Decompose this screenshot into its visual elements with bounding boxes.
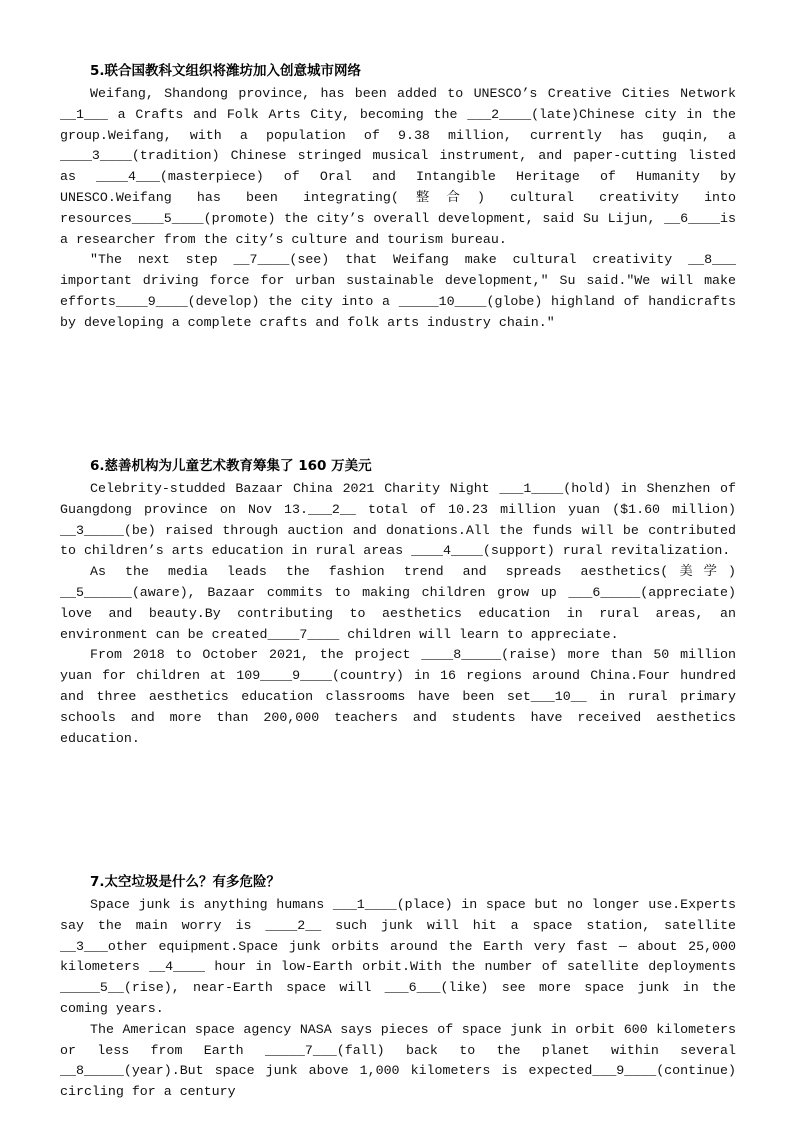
passage-7-title: 7.太空垃圾是什么？有多危险？	[90, 874, 281, 890]
passage-5-paragraph-1: Weifang, Shandong province, has been added to UNESCO’s Creative Cities Network __1___ a Crafts and Folk Arts City, becoming the ___2____(late)Chinese city in the group.Weifang, with a population of 9.38 million, currently has guqin, a ____3____(tradition) Chinese stringed musical instrument, and paper-cutting listed as ____4___(masterpiece) of Oral and Intangible Heritage of Humanity by UNESCO.Weifang has been integrating(整合) cultural creativity into resources____5____(promote) the city’s overall development, said Su Lijun, __6____is a researcher from the city’s culture and tourism bureau.	[60, 86, 736, 247]
passage-6	[60, 457, 736, 749]
passage-6-paragraph-3: From 2018 to October 2021, the project ____8_____(raise) more than 50 million yuan for children at 109____9____(country) in 16 regions around China.Four hundred and three aesthetics education classrooms have been set___10__ in rural primary schools and more than 200,000 teachers and students have received aesthetics education.	[60, 647, 736, 746]
passage-5-paragraph-2: "The next step __7____(see) that Weifang make cultural creativity __8___ important driving force for urban sustainable development," Su said."We will make efforts____9____(develop) the city into a _____10____(globe) highland of handicrafts by developing a complete crafts and folk arts industry chain."	[60, 252, 736, 330]
passage-7-paragraph-1: Space junk is anything humans ___1____(place) in space but no longer use.Experts say the main worry is ____2__ such junk will hit a space station, satellite __3___other equipment.Space junk orbits around the Earth very fast — about 25,000 kilometers __4____ hour in low-Earth orbit.With the number of satellite deployments _____5__(rise), near-Earth space will ___6___(like) see more space junk in the coming years.	[60, 897, 736, 1016]
passage-6-paragraph-1: Celebrity-studded Bazaar China 2021 Charity Night ___1____(hold) in Shenzhen of Guangdong province on Nov 13.___2__ total of 10.23 million yuan ($1.60 million) __3_____(be) raised through auction and donations.All the funds will be contributed to children’s arts education in rural areas ____4____(support) rural revitalization.	[60, 481, 736, 559]
passage-7-paragraph-2: The American space agency NASA says pieces of space junk in orbit 600 kilometers or less from Earth _____7___(fall) back to the planet within several __8_____(year).But space junk above 1,000 kilometers is expected___9____(continue) circling for a century	[60, 1021, 736, 1100]
passage-6-paragraph-2: As the media leads the fashion trend and spreads aesthetics(美学) __5______(aware), Bazaar commits to making children grow up ___6_____(appreciate) love and beauty.By contributing to aesthetics education in rural areas, an environment can be created____7____ children will learn to appreciate.	[60, 564, 736, 642]
passage-5	[60, 62, 736, 334]
passage-7	[60, 873, 736, 1103]
passage-6-title: 6.慈善机构为儿童艺术教育筹集了 160 万美元	[90, 458, 372, 474]
passage-5-title: 5.联合国教科文组织将潍坊加入创意城市网络	[90, 63, 362, 79]
